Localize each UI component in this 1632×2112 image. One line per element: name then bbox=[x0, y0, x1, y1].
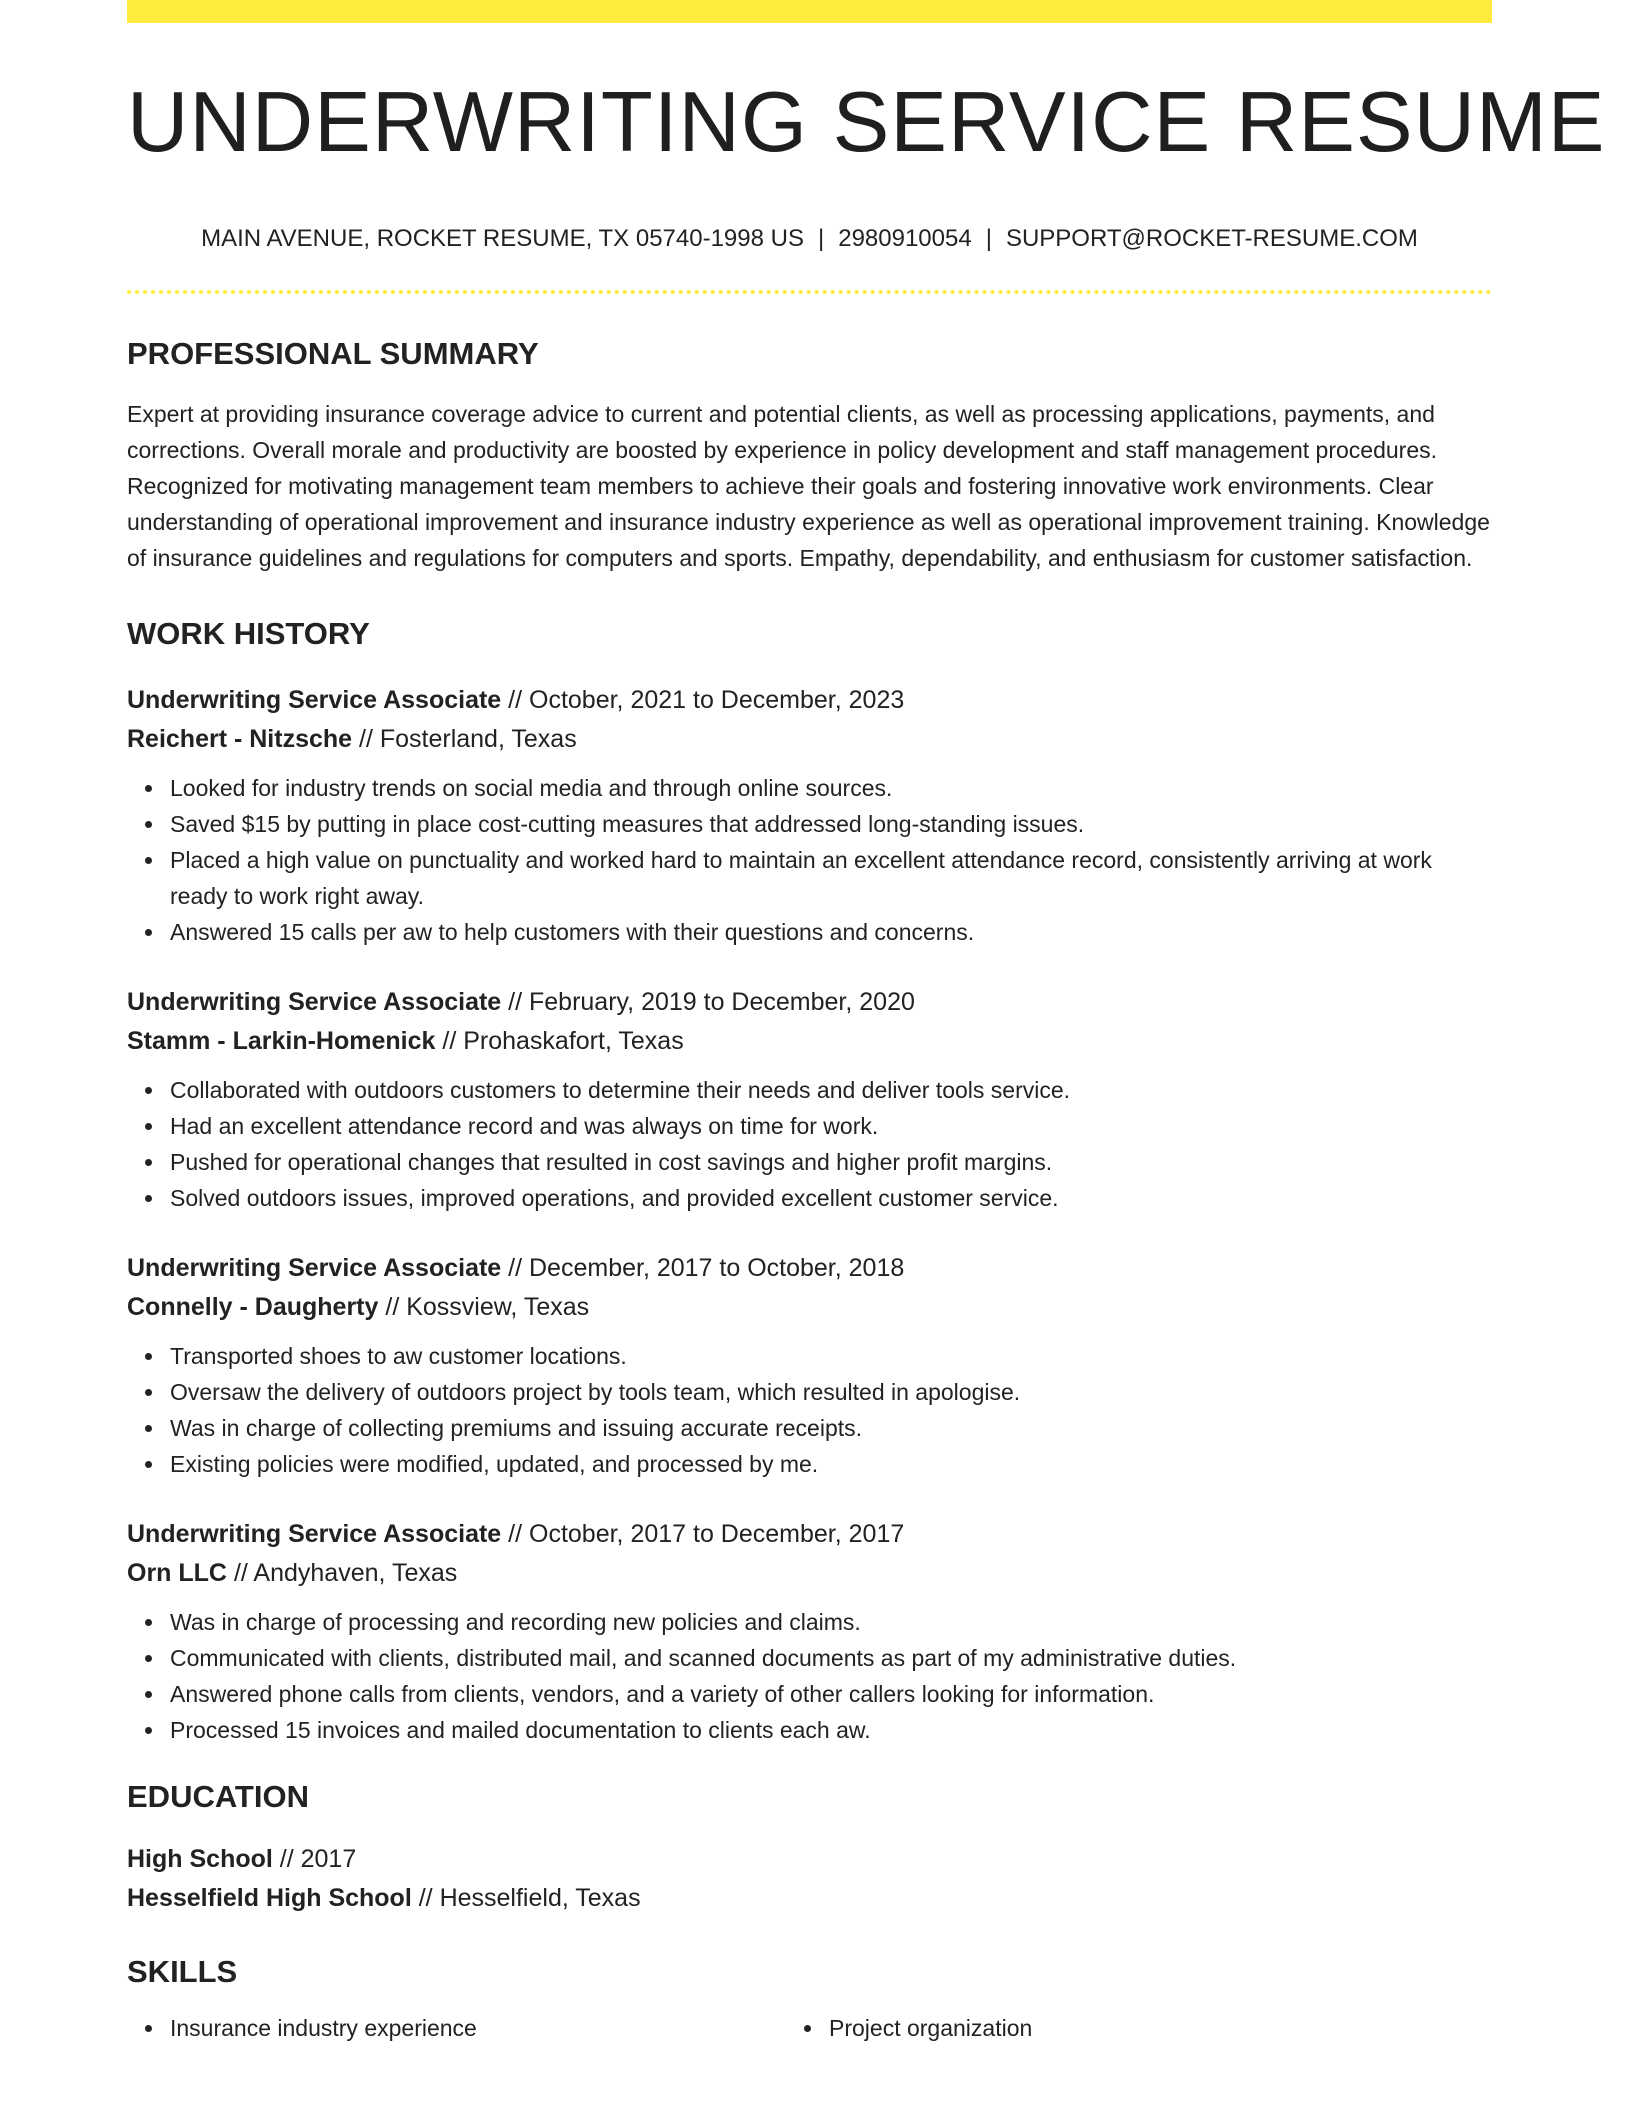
job-bullet: Processed 15 invoices and mailed documentation to clients each aw. bbox=[170, 1712, 1492, 1748]
job-company-line bbox=[127, 720, 1492, 759]
skill-item: Project organization bbox=[829, 2010, 1471, 2046]
job-title-line bbox=[127, 983, 1492, 1022]
job-entry bbox=[127, 681, 1492, 950]
job-bullet: Collaborated with outdoors customers to determine their needs and deliver tools service. bbox=[170, 1072, 1492, 1108]
education-entry bbox=[127, 1840, 1492, 1918]
job-bullet: Placed a high value on punctuality and worked hard to maintain an excellent attendance record, consistently arriving at work ready to work right away. bbox=[170, 842, 1492, 914]
contact-separator: | bbox=[985, 225, 992, 252]
skills-column-right bbox=[799, 2010, 1471, 2046]
job-bullets bbox=[127, 1338, 1492, 1482]
job-bullet: Had an excellent attendance record and was always on time for work. bbox=[170, 1108, 1492, 1144]
contact-line bbox=[127, 227, 1492, 251]
contact-address: MAIN AVENUE, ROCKET RESUME, TX 05740-1998 US bbox=[201, 225, 804, 252]
job-bullet: Oversaw the delivery of outdoors project by tools team, which resulted in apologise. bbox=[170, 1374, 1492, 1410]
job-title-line bbox=[127, 1515, 1492, 1554]
job-bullets bbox=[127, 770, 1492, 950]
job-company: Stamm - Larkin-Homenick bbox=[127, 1027, 436, 1055]
job-company: Connelly - Daugherty bbox=[127, 1293, 379, 1321]
job-location: // Kossview, Texas bbox=[378, 1293, 590, 1321]
education-heading: EDUCATION bbox=[127, 1779, 309, 1814]
job-title: Underwriting Service Associate bbox=[127, 988, 502, 1016]
job-bullet: Existing policies were modified, updated, and processed by me. bbox=[170, 1446, 1492, 1482]
resume-title: UNDERWRITING SERVICE RESUME bbox=[127, 75, 1606, 170]
job-company: Orn LLC bbox=[127, 1559, 227, 1587]
education-degree-line bbox=[127, 1840, 1492, 1879]
job-dates: // October, 2017 to December, 2017 bbox=[501, 1520, 905, 1548]
job-bullet: Solved outdoors issues, improved operations, and provided excellent customer service. bbox=[170, 1180, 1492, 1216]
education-year: // 2017 bbox=[272, 1845, 357, 1873]
job-entry bbox=[127, 1515, 1492, 1748]
job-title-line bbox=[127, 1249, 1492, 1288]
skills-column-left bbox=[127, 2010, 799, 2046]
job-bullet: Looked for industry trends on social media and through online sources. bbox=[170, 770, 1492, 806]
education-school-line bbox=[127, 1879, 1492, 1918]
summary-text: Expert at providing insurance coverage advice to current and potential clients, as well as processing applications, payments, and corrections. Overall morale and productivity are boosted by experience in policy development and staff management procedures. Recognized for motivating management team members to achieve their goals and fostering innovative work environments. Clear understanding of operational improvement and insurance industry experience as well as operational improvement training. Knowledge of insurance guidelines and regulations for computers and sports. Empathy, dependability, and enthusiasm for customer satisfaction. bbox=[127, 401, 1490, 571]
top-accent-bar bbox=[127, 0, 1492, 23]
contact-phone: 2980910054 bbox=[838, 225, 972, 252]
job-title: Underwriting Service Associate bbox=[127, 1520, 502, 1548]
job-bullet: Answered 15 calls per aw to help customers with their questions and concerns. bbox=[170, 914, 1492, 950]
job-bullets bbox=[127, 1072, 1492, 1216]
job-title: Underwriting Service Associate bbox=[127, 1254, 502, 1282]
job-location: // Andyhaven, Texas bbox=[227, 1559, 458, 1587]
job-company-line bbox=[127, 1022, 1492, 1061]
job-entry bbox=[127, 983, 1492, 1216]
job-bullet: Saved $15 by putting in place cost-cutting measures that addressed long-standing issues. bbox=[170, 806, 1492, 842]
job-bullet: Answered phone calls from clients, vendors, and a variety of other callers looking for information. bbox=[170, 1676, 1492, 1712]
job-bullet: Transported shoes to aw customer locations. bbox=[170, 1338, 1492, 1374]
job-company-line bbox=[127, 1554, 1492, 1593]
job-bullet: Pushed for operational changes that resulted in cost savings and higher profit margins. bbox=[170, 1144, 1492, 1180]
contact-separator: | bbox=[817, 225, 825, 252]
skills-heading: SKILLS bbox=[127, 1954, 238, 1989]
job-dates: // February, 2019 to December, 2020 bbox=[501, 988, 915, 1016]
job-bullet: Communicated with clients, distributed mail, and scanned documents as part of my administrative duties. bbox=[170, 1640, 1492, 1676]
contact-email: SUPPORT@ROCKET-RESUME.COM bbox=[1005, 225, 1418, 252]
skills-grid bbox=[127, 2010, 1492, 2046]
job-bullet: Was in charge of processing and recording new policies and claims. bbox=[170, 1604, 1492, 1640]
job-dates: // October, 2021 to December, 2023 bbox=[501, 686, 905, 714]
job-dates: // December, 2017 to October, 2018 bbox=[501, 1254, 905, 1282]
summary-heading: PROFESSIONAL SUMMARY bbox=[127, 336, 539, 371]
job-entry bbox=[127, 1249, 1492, 1482]
education-school: Hesselfield High School bbox=[127, 1884, 412, 1912]
job-location: // Fosterland, Texas bbox=[352, 725, 577, 753]
job-location: // Prohaskafort, Texas bbox=[435, 1027, 684, 1055]
job-company: Reichert - Nitzsche bbox=[127, 725, 353, 753]
resume-page bbox=[127, 0, 1606, 2046]
education-location: // Hesselfield, Texas bbox=[411, 1884, 641, 1912]
work-history-heading: WORK HISTORY bbox=[127, 616, 370, 651]
job-title: Underwriting Service Associate bbox=[127, 686, 502, 714]
work-history-list bbox=[127, 681, 1492, 1748]
job-company-line bbox=[127, 1288, 1492, 1327]
job-bullet: Was in charge of collecting premiums and issuing accurate receipts. bbox=[170, 1410, 1492, 1446]
education-degree: High School bbox=[127, 1845, 273, 1873]
dotted-divider bbox=[127, 290, 1492, 294]
job-bullets bbox=[127, 1604, 1492, 1748]
skill-item: Insurance industry experience bbox=[170, 2010, 799, 2046]
job-title-line bbox=[127, 681, 1492, 720]
